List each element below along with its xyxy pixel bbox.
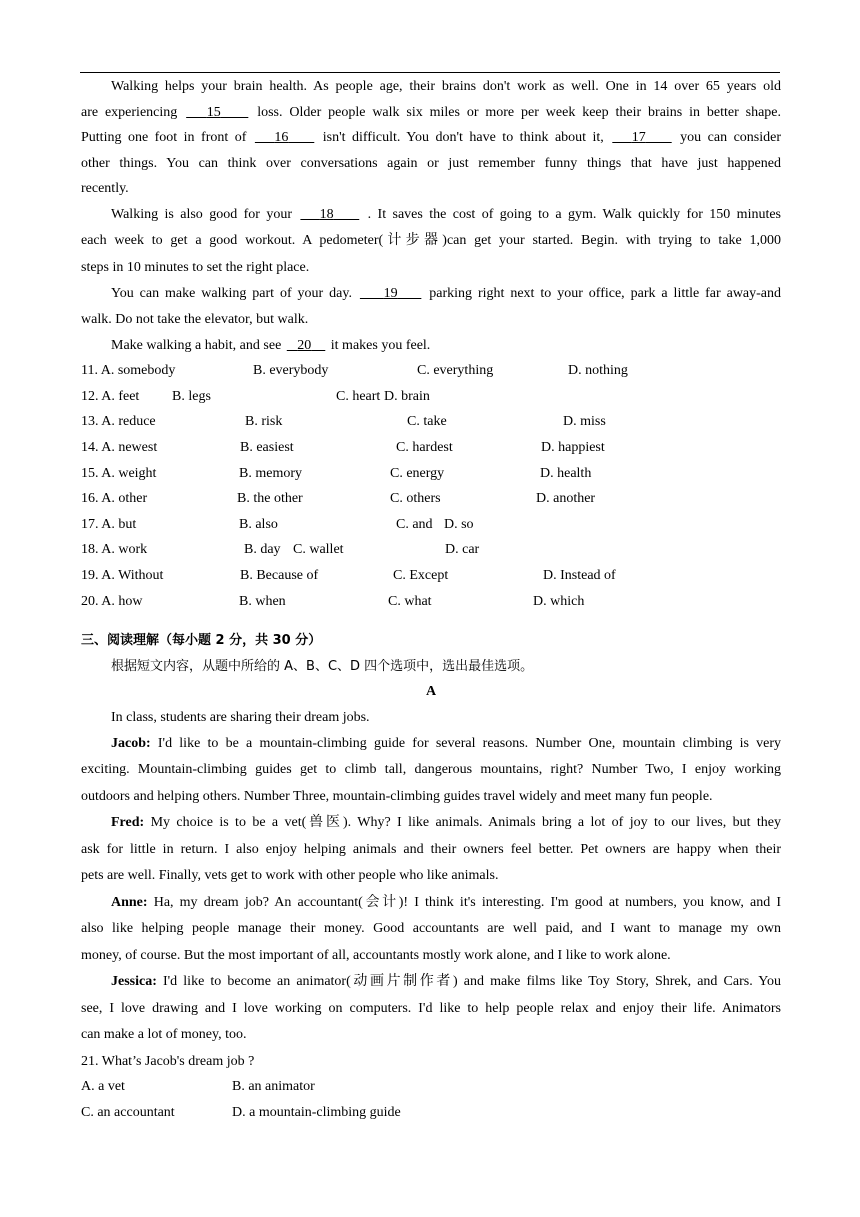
option-d[interactable]: D. brain [384, 388, 430, 404]
passage-text: Ha, my dream job? An accountant(会计)! I think it's interesting. I'm good at numbers, you know, and I [153, 894, 781, 910]
passage-text: walk. Do not take the elevator, but walk. [81, 312, 309, 328]
option-row-15 [81, 461, 781, 487]
passage-line [81, 100, 781, 126]
option-b[interactable]: B. easiest [240, 440, 294, 456]
option-d[interactable]: D. health [540, 465, 592, 481]
passage-label: A [425, 684, 437, 700]
option-c[interactable]: C. heart [336, 388, 381, 404]
option-row-11 [81, 358, 781, 384]
blank-19[interactable]: 19 [383, 286, 398, 302]
passage-text: . It saves the cost of going to a gym. Walk quickly for 150 minutes [367, 206, 782, 222]
option-row-20 [81, 589, 781, 615]
option-c[interactable]: C. others [390, 491, 441, 507]
option-b[interactable]: B. when [239, 593, 286, 609]
passage-text: Putting one foot in front of [81, 130, 247, 146]
section-spacer [81, 614, 781, 628]
option-c[interactable]: C. wallet [293, 542, 344, 558]
passage-text: isn't difficult. You don't have to think about it, [322, 130, 604, 146]
option-c[interactable]: C. energy [390, 465, 445, 481]
passage-text: steps in 10 minutes to set the right place. [81, 259, 310, 275]
passage-text: pets are well. Finally, vets get to work with other people who like animals. [81, 868, 499, 884]
blank-20[interactable]: 20 [297, 337, 312, 353]
option-d[interactable]: D. another [536, 491, 596, 507]
option-c[interactable]: C. take [407, 414, 447, 430]
question-stem: 21. What’s Jacob's dream job ? [81, 1053, 255, 1069]
passage-text: you can consider [680, 130, 781, 146]
option-c[interactable]: C. hardest [396, 440, 453, 456]
option-b[interactable]: B. also [239, 516, 278, 532]
option-c[interactable]: C. an accountant [81, 1104, 175, 1120]
option-b[interactable]: B. legs [172, 388, 211, 404]
passage-line [81, 255, 781, 282]
option-a[interactable]: 12. A. feet [81, 388, 140, 404]
option-a[interactable]: A. a vet [81, 1079, 125, 1095]
option-d[interactable]: D. nothing [568, 363, 628, 379]
option-d[interactable]: D. a mountain-climbing guide [232, 1104, 401, 1120]
passage-line [81, 784, 781, 811]
passage-text: Make walking a habit, and see [111, 337, 282, 353]
blank-16[interactable]: 16 [274, 130, 289, 146]
option-a[interactable]: 11. A. somebody [81, 363, 176, 379]
exam-page [81, 74, 781, 1125]
option-a[interactable]: 20. A. how [81, 593, 143, 609]
passage-line [81, 810, 781, 837]
passage-line [81, 943, 781, 970]
option-row-13 [81, 409, 781, 435]
passage-intro: In class, students are sharing their dream jobs. [111, 709, 370, 725]
passage-text: I'd like to become an animator(动画片制作者) and make films like Toy Story, Shrek, and Cars. You [163, 974, 781, 990]
option-c[interactable]: C. Except [393, 568, 449, 583]
blank-17[interactable]: 17 [631, 130, 646, 146]
passage-text: other things. You can think over conversations again or just remember funny things that have just happened [81, 155, 781, 171]
option-c[interactable]: C. everything [417, 363, 494, 379]
option-b[interactable]: B. the other [237, 491, 303, 507]
option-row-17 [81, 512, 781, 538]
passage-line [81, 996, 781, 1023]
passage-line [81, 333, 781, 359]
option-b[interactable]: B. everybody [253, 363, 329, 379]
speaker-name-fred: Fred: [111, 815, 145, 831]
passage-line [81, 281, 781, 307]
question-options-row [81, 1100, 781, 1126]
option-d[interactable]: D. miss [563, 414, 606, 430]
option-a[interactable]: 13. A. reduce [81, 414, 156, 430]
option-a[interactable]: 16. A. other [81, 491, 148, 507]
passage-text: each week to get a good workout. A pedometer(计步器)can get your started. Begin. with trying to take 1,000 [81, 233, 781, 249]
passage-text: parking right next to your office, park a little far away-and [429, 286, 782, 302]
option-b[interactable]: B. day [244, 542, 281, 558]
passage-text: recently. [81, 181, 129, 197]
passage-text: My choice is to be a vet(兽医). Why? I like animals. Animals bring a lot of joy to our lives, but they [150, 815, 781, 831]
passage-line [81, 74, 781, 100]
passage-line [81, 228, 781, 255]
passage-line [81, 202, 781, 229]
speaker-name-anne: Anne: [111, 894, 148, 910]
passage-line [81, 863, 781, 890]
option-row-14 [81, 435, 781, 461]
passage-text: see, I love drawing and I love working on computers. I'd like to help people relax and enjoy their life. Animators [81, 1000, 781, 1016]
option-b[interactable]: B. Because of [240, 568, 319, 583]
blank-18[interactable]: 18 [319, 206, 334, 222]
question-options-row [81, 1074, 781, 1100]
option-d[interactable]: D. Instead of [543, 568, 616, 583]
passage-text: I'd like to be a mountain-climbing guide for several reasons. Number One, mountain climbing is very [157, 735, 782, 751]
passage-line [81, 837, 781, 864]
option-b[interactable]: B. memory [239, 465, 302, 481]
option-row-16 [81, 486, 781, 512]
option-a[interactable]: 15. A. weight [81, 465, 157, 481]
section-instruction: 根据短文内容，从题中所给的 A、B、C、D 四个选项中，选出最佳选项。 [111, 658, 534, 674]
option-a[interactable]: 18. A. work [81, 542, 148, 558]
option-row-19 [81, 563, 781, 589]
option-a[interactable]: 14. A. newest [81, 440, 158, 456]
option-d[interactable]: D. happiest [541, 440, 605, 456]
blank-15[interactable]: 15 [206, 104, 221, 120]
passage-line [81, 969, 781, 996]
header-rule [80, 72, 780, 73]
passage-text: You can make walking part of your day. [111, 286, 352, 302]
passage-line [81, 1022, 781, 1049]
passage-line [81, 757, 781, 784]
option-d[interactable]: D. so [444, 516, 474, 532]
option-d[interactable]: D. which [533, 593, 585, 609]
passage-line [81, 307, 781, 333]
passage-line [81, 731, 781, 758]
passage-text: loss. Older people walk six miles or more per week keep their brains in better shape. [257, 104, 782, 120]
option-d[interactable]: D. car [445, 542, 480, 558]
passage-line [81, 890, 781, 917]
passage-text: Walking is also good for your [111, 206, 292, 222]
passage-text: can make a lot of money, too. [81, 1027, 247, 1043]
passage-line [81, 151, 781, 177]
option-a[interactable]: 17. A. but [81, 516, 137, 532]
speaker-name-jessica: Jessica: [111, 974, 157, 990]
passage-text: Walking helps your brain health. As people age, their brains don't work as well. One in 14 over 65 years old [111, 79, 781, 94]
passage-line [81, 916, 781, 943]
passage-text: exciting. Mountain-climbing guides get to climb tall, dangerous mountains, right? Number Two, I enjoy working [81, 762, 781, 778]
passage-text: outdoors and helping others. Number Three, mountain-climbing guides travel widely and meet many fun people. [81, 788, 713, 804]
passage-line [81, 176, 781, 202]
option-row-12 [81, 384, 781, 410]
option-b[interactable]: B. risk [245, 414, 283, 430]
passage-text: ask for little in return. I also enjoy helping animals and their owners feel better. Pet owners are happy when their [81, 841, 781, 857]
option-c[interactable]: C. what [388, 593, 432, 609]
option-b[interactable]: B. an animator [232, 1079, 315, 1095]
option-a[interactable]: 19. A. Without [81, 568, 164, 583]
passage-text: it makes you feel. [330, 337, 431, 353]
passage-text: also like helping people manage their money. Good accountants are well paid, and I want to manage my own [81, 921, 781, 937]
passage-line [81, 125, 781, 151]
speaker-name-jacob: Jacob: [111, 735, 151, 751]
option-row-18 [81, 537, 781, 563]
passage-text: money, of course. But the most important of all, accountants mostly work alone, and I like to work alone. [81, 947, 671, 963]
section-title: 三、阅读理解（每小题 2 分，共 30 分） [81, 633, 322, 649]
passage-text: are experiencing [81, 104, 178, 120]
option-c[interactable]: C. and [396, 516, 433, 532]
